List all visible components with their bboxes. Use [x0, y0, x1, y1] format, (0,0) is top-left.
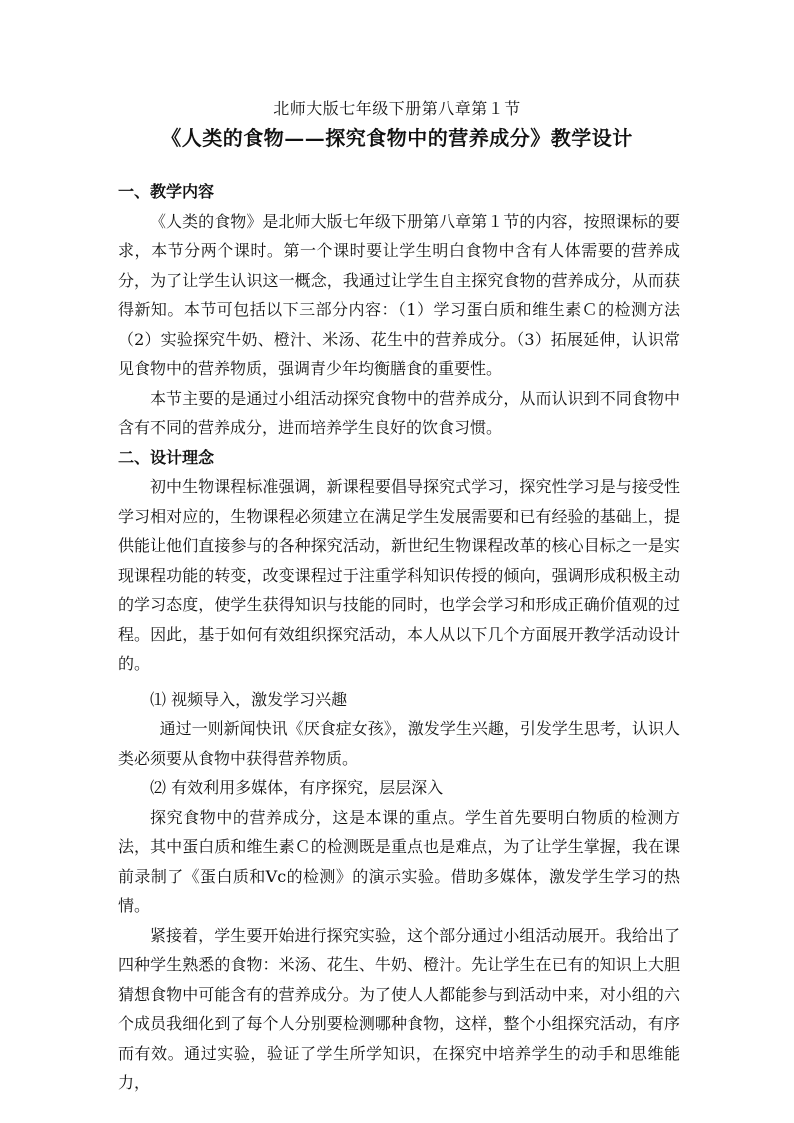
section-heading-design-concept: 二、设计理念 [118, 447, 215, 467]
paragraph-design-concept: 初中生物课程标准强调，新课程要倡导探究式学习，探究性学习是与接受性学习相对应的，生物课程必须建立在满足学生发展需要和已有经验的基础上，提供能让他们直接参与的各种探究活动，新世纪生物课程改革的核心目标之一是实现课程功能的转变，改变课程过于注重学科知识传授的倾向，强调形成积极主动的学习态度，使学生获得知识与技能的同时，也学会学习和形成正确价值观的过程。因此，基于如何有效组织探究活动，本人从以下几个方面展开教学活动设计的。 [118, 477, 680, 673]
paragraph-teaching-content-2: 本节主要的是通过小组活动探究食物中的营养成分，从而认识到不同食物中含有不同的营养成分，进而培养学生良好的饮食习惯。 [118, 388, 680, 437]
document-body [118, 177, 680, 1098]
document-subtitle: 北师大版七年级下册第八章第１节 [273, 99, 521, 118]
paragraph-item-2-1: 探究食物中的营养成分，这是本课的重点。学生首先要明白物质的检测方法，其中蛋白质和维生素Ｃ的检测既是重点也是难点，为了让学生掌握，我在课前录制了《蛋白质和Vc的检测》的演示实验。借助多媒体，激发学生学习的热情。 [118, 807, 680, 915]
list-item-title-1: ⑴ 视频导入，激发学习兴趣 [150, 689, 348, 709]
document-title: 《人类的食物——探究食物中的营养成分》教学设计 [161, 126, 633, 150]
section-heading-teaching-content: 一、教学内容 [118, 182, 215, 201]
paragraph-item-2-2: 紧接着，学生要开始进行探究实验，这个部分通过小组活动展开。我给出了四种学生熟悉的食物：米汤、花生、牛奶、橙汁。先让学生在已有的知识上大胆猜想食物中可能含有的营养成分。为了使人人都能参与到活动中来，对小组的六个成员我细化到了每个人分别要检测哪种食物，这样，整个小组探究活动，有序而有效。通过实验，验证了学生所学知识，在探究中培养学生的动手和思维能力， [118, 925, 680, 1092]
list-item-title-2: ⑵ 有效利用多媒体，有序探究，层层深入 [150, 778, 444, 797]
paragraph-teaching-content-1: 《人类的食物》是北师大版七年级下册第八章第１节的内容，按照课标的要求，本节分两个课时。第一个课时要让学生明白食物中含有人体需要的营养成分，为了让学生认识这一概念，我通过让学生自主探究食物的营养成分，从而获得新知。本节可包括以下三部分内容：（1）学习蛋白质和维生素Ｃ的检测方法（2）实验探究牛奶、橙汁、米汤、花生中的营养成分。（3）拓展延伸，认识常见食物中的营养物质，强调青少年均衡膳食的重要性。 [118, 211, 680, 378]
paragraph-item-1: 通过一则新闻快讯《厌食症女孩》，激发学生兴趣，引发学生思考，认识人类必须要从食物中获得营养物质。 [118, 719, 680, 768]
